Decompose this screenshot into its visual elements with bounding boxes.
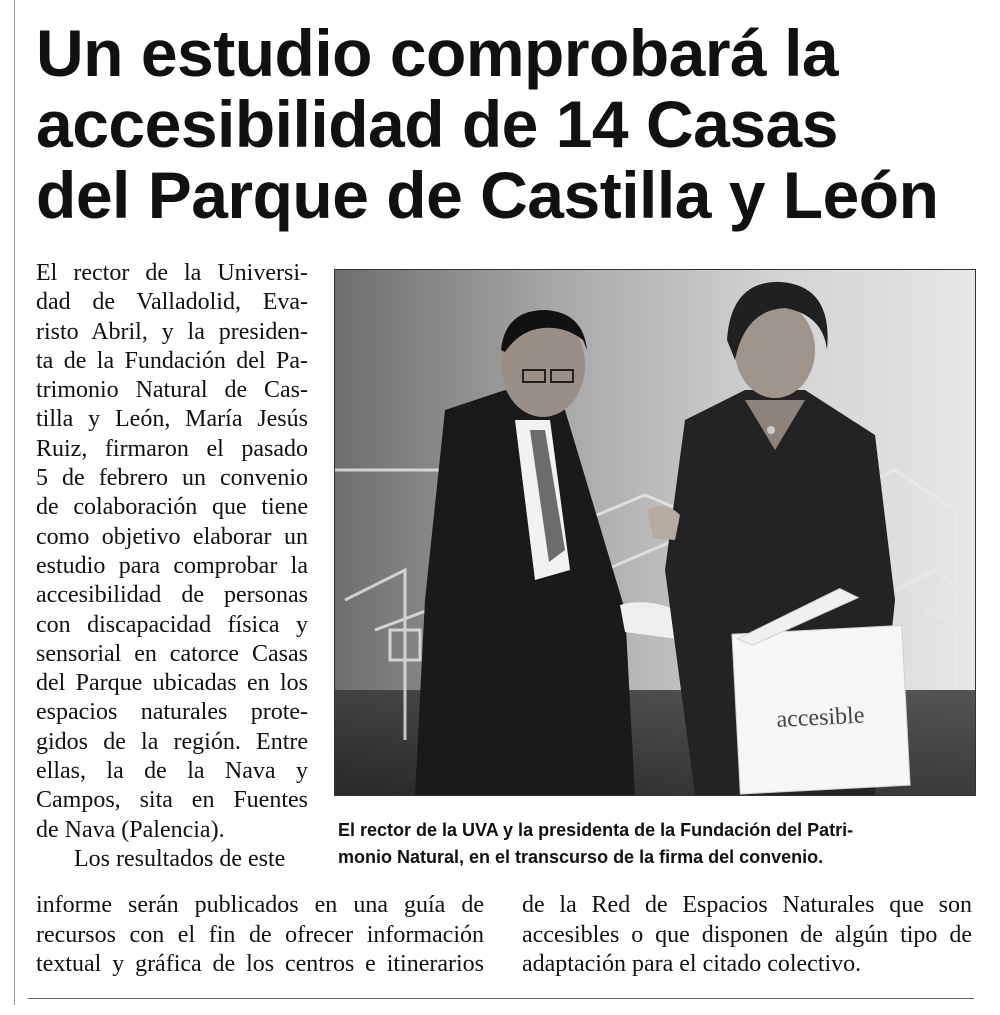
body-line: recursos con el fin de ofrecer información [36,921,484,948]
bottom-rule [28,998,974,999]
news-photo [334,269,976,796]
headline [36,18,976,231]
body-line: de colaboración que tiene [36,494,308,521]
body-line-indented: Los resultados de este [74,845,286,872]
photo-illustration [335,270,975,795]
body-line: de Nava (Palencia). [36,816,225,843]
body-line: risto Abril, y la presiden- [36,318,308,345]
article-continuation-right [522,891,972,980]
body-line: con discapacidad física y [36,611,308,638]
photo-sign-text: accesible [775,702,866,734]
body-line: estudio para comprobar la [36,552,308,579]
photo-caption [338,817,974,871]
headline-line: del Parque de Castilla y León [36,158,939,232]
caption-line: monio Natural, en el transcurso de la firma del convenio. [338,847,824,867]
body-line: Campos, sita en Fuentes [36,787,308,814]
article-body-column [36,259,308,874]
caption-line: El rector de la UVA y la presidenta de la Fundación del Patri- [338,820,854,840]
body-line: trimonio Natural de Cas- [36,377,308,404]
body-line: El rector de la Universi- [36,260,308,286]
body-line: dad de Valladolid, Eva- [36,289,308,316]
body-line: adaptación para el citado colectivo. [522,951,862,977]
article-continuation-left [36,891,484,980]
body-line: como objetivo elaborar un [36,523,308,550]
headline-line: Un estudio comprobará la [36,16,839,90]
body-line: sensorial en catorce Casas [36,640,308,667]
body-line: 5 de febrero un convenio [36,465,308,492]
body-line: ellas, la de la Nava y [36,758,308,785]
body-line: ta de la Fundación del Pa- [36,347,308,374]
body-line: espacios naturales prote- [36,699,308,726]
body-line: informe serán publicados en una guía de [36,892,484,918]
body-line: de la Red de Espacios Naturales que son [522,892,972,918]
body-line: accesibilidad de personas [36,582,308,609]
body-line: Ruiz, firmaron el pasado [36,435,308,462]
page-edge-rule [14,0,15,1005]
body-line: textual y gráfica de los centros e itinerarios [36,951,484,977]
body-line: accesibles o que disponen de algún tipo de [522,921,972,948]
body-line: gidos de la región. Entre [36,728,308,755]
body-line: del Parque ubicadas en los [36,670,308,697]
body-line: tilla y León, María Jesús [36,406,308,433]
headline-line: accesibilidad de 14 Casas [36,87,838,161]
